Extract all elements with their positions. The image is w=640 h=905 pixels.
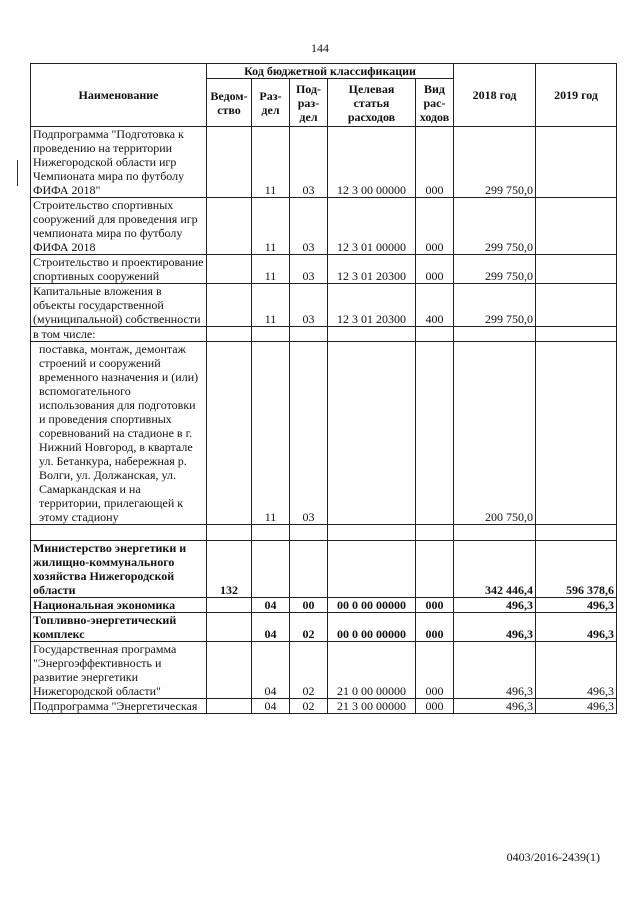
cell-vedom — [207, 525, 252, 541]
margin-mark — [17, 160, 18, 186]
cell-podrazdel: 03 — [290, 284, 328, 327]
header-name: Наименование — [31, 64, 207, 127]
cell-vid — [416, 327, 454, 342]
cell-razdel — [252, 327, 290, 342]
cell-razdel: 11 — [252, 127, 290, 198]
header-podrazdel: Под-раз-дел — [290, 79, 328, 127]
cell-vid: 000 — [416, 198, 454, 255]
cell-vid: 000 — [416, 613, 454, 642]
cell-name: Государственная программа "Энергоэффективность и развитие энергетики Нижегородской области" — [31, 642, 207, 699]
cell-y2019 — [536, 127, 617, 198]
table-row — [31, 525, 617, 541]
cell-razdel: 04 — [252, 613, 290, 642]
cell-razdel — [252, 525, 290, 541]
cell-vedom — [207, 342, 252, 525]
cell-csr — [328, 342, 416, 525]
header-vid: Вид рас-ходов — [416, 79, 454, 127]
cell-vid: 000 — [416, 127, 454, 198]
cell-csr: 12 3 01 20300 — [328, 284, 416, 327]
table-row — [31, 613, 617, 642]
table-row — [31, 342, 617, 525]
cell-csr: 00 0 00 00000 — [328, 598, 416, 613]
cell-y2018: 496,3 — [454, 642, 536, 699]
cell-vid — [416, 525, 454, 541]
cell-podrazdel: 02 — [290, 613, 328, 642]
cell-name: поставка, монтаж, демонтаж строений и сооружений временного назначения и (или) вспомогательного использования для подготовки и проведения спортивных соревнований на стадионе в г. Нижний Новгород, в квартале ул. Бетанкура, набережная р. Волги, ул. Должанская, ул. Самаркандская и на территории, прилегающей к этому стадиону — [31, 342, 207, 525]
cell-vedom — [207, 327, 252, 342]
table-row — [31, 699, 617, 714]
cell-y2018: 496,3 — [454, 598, 536, 613]
cell-name: в том числе: — [31, 327, 207, 342]
cell-vid: 000 — [416, 598, 454, 613]
header-group: Код бюджетной классификации — [207, 64, 454, 79]
cell-y2018: 299 750,0 — [454, 284, 536, 327]
page-number: 144 — [311, 41, 329, 55]
cell-vedom — [207, 613, 252, 642]
cell-vid: 000 — [416, 642, 454, 699]
cell-vid: 400 — [416, 284, 454, 327]
cell-vedom — [207, 198, 252, 255]
table-row — [31, 284, 617, 327]
cell-name: Национальная экономика — [31, 598, 207, 613]
cell-y2018 — [454, 327, 536, 342]
cell-razdel: 04 — [252, 598, 290, 613]
budget-table — [30, 63, 617, 714]
cell-csr — [328, 327, 416, 342]
cell-name: Строительство спортивных сооружений для проведения игр чемпионата мира по футболу ФИФА 2018 — [31, 198, 207, 255]
cell-csr: 00 0 00 00000 — [328, 613, 416, 642]
cell-podrazdel: 02 — [290, 699, 328, 714]
table-row — [31, 598, 617, 613]
cell-csr — [328, 541, 416, 598]
cell-name: Капитальные вложения в объекты государственной (муниципальной) собственности — [31, 284, 207, 327]
cell-vedom — [207, 699, 252, 714]
cell-razdel: 11 — [252, 255, 290, 284]
cell-csr: 21 3 00 00000 — [328, 699, 416, 714]
cell-razdel — [252, 541, 290, 598]
cell-razdel: 04 — [252, 642, 290, 699]
cell-y2018: 200 750,0 — [454, 342, 536, 525]
table-row — [31, 127, 617, 198]
cell-y2018: 299 750,0 — [454, 255, 536, 284]
table-row — [31, 255, 617, 284]
cell-razdel: 11 — [252, 198, 290, 255]
cell-vedom — [207, 127, 252, 198]
cell-y2019: 596 378,6 — [536, 541, 617, 598]
header-razdel: Раз-дел — [252, 79, 290, 127]
cell-y2018: 299 750,0 — [454, 198, 536, 255]
cell-csr: 12 3 01 00000 — [328, 198, 416, 255]
cell-podrazdel: 03 — [290, 342, 328, 525]
table-row — [31, 198, 617, 255]
cell-y2018 — [454, 525, 536, 541]
table-body — [31, 127, 617, 714]
cell-podrazdel — [290, 327, 328, 342]
cell-podrazdel: 02 — [290, 642, 328, 699]
cell-vid: 000 — [416, 255, 454, 284]
cell-name — [31, 525, 207, 541]
cell-name: Подпрограмма "Подготовка к проведению на территории Нижегородской области игр Чемпионата мира по футболу ФИФА 2018" — [31, 127, 207, 198]
header-2018: 2018 год — [454, 64, 536, 127]
cell-name: Подпрограмма "Энергетическая — [31, 699, 207, 714]
cell-y2019: 496,3 — [536, 598, 617, 613]
cell-name: Министерство энергетики и жилищно-коммунального хозяйства Нижегородской области — [31, 541, 207, 598]
cell-y2019 — [536, 255, 617, 284]
cell-csr: 12 3 00 00000 — [328, 127, 416, 198]
header-csr: Целевая статья расходов — [328, 79, 416, 127]
cell-y2019 — [536, 342, 617, 525]
cell-name: Топливно-энергетический комплекс — [31, 613, 207, 642]
table-row — [31, 327, 617, 342]
cell-razdel: 11 — [252, 284, 290, 327]
cell-y2019 — [536, 327, 617, 342]
cell-vid — [416, 541, 454, 598]
cell-y2018: 342 446,4 — [454, 541, 536, 598]
cell-vid: 000 — [416, 699, 454, 714]
cell-razdel: 11 — [252, 342, 290, 525]
header-vedom: Ведом-ство — [207, 79, 252, 127]
cell-vedom — [207, 598, 252, 613]
cell-podrazdel — [290, 541, 328, 598]
cell-y2019 — [536, 525, 617, 541]
cell-vedom — [207, 284, 252, 327]
cell-y2019: 496,3 — [536, 613, 617, 642]
cell-name: Строительство и проектирование спортивных сооружений — [31, 255, 207, 284]
cell-csr — [328, 525, 416, 541]
cell-podrazdel: 03 — [290, 255, 328, 284]
cell-vedom: 132 — [207, 541, 252, 598]
cell-vid — [416, 342, 454, 525]
cell-csr: 21 0 00 00000 — [328, 642, 416, 699]
cell-y2018: 299 750,0 — [454, 127, 536, 198]
cell-vedom — [207, 642, 252, 699]
cell-podrazdel — [290, 525, 328, 541]
cell-y2019: 496,3 — [536, 642, 617, 699]
header-2019: 2019 год — [536, 64, 617, 127]
document-code: 0403/2016-2439(1) — [506, 850, 600, 864]
cell-y2019: 496,3 — [536, 699, 617, 714]
cell-razdel: 04 — [252, 699, 290, 714]
cell-csr: 12 3 01 20300 — [328, 255, 416, 284]
cell-podrazdel: 00 — [290, 598, 328, 613]
cell-y2019 — [536, 284, 617, 327]
cell-podrazdel: 03 — [290, 127, 328, 198]
table-row — [31, 541, 617, 598]
cell-podrazdel: 03 — [290, 198, 328, 255]
table-row — [31, 642, 617, 699]
cell-y2018: 496,3 — [454, 699, 536, 714]
cell-y2019 — [536, 198, 617, 255]
cell-y2018: 496,3 — [454, 613, 536, 642]
cell-vedom — [207, 255, 252, 284]
